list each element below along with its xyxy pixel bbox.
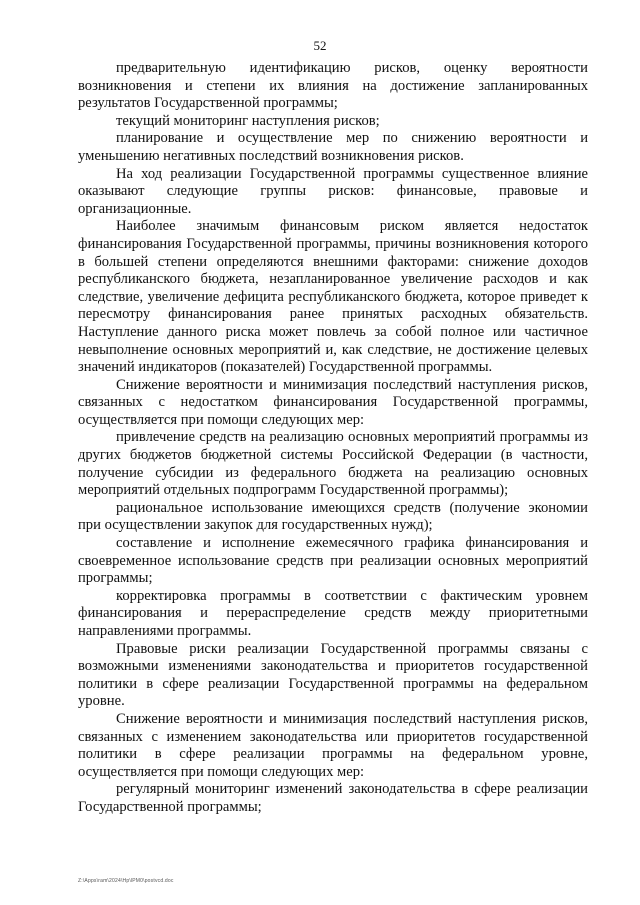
paragraph-9: составление и исполнение ежемесячного графика финансирования и своевременное использование средств при реализации основных мероприятий программы; [78,535,588,587]
paragraph-7: привлечение средств на реализацию основных мероприятий программы из других бюджетов бюджетной системы Российской Федерации (в частности, получение субсидии из федерального бюджета на реализацию основных мероприятий отдельных подпрограмм Государственной программы); [78,429,588,499]
paragraph-11: Правовые риски реализации Государственной программы связаны с возможными изменениями законодательства и приоритетов государственной политики в сфере реализации Государственной программы на федеральном уровне. [78,640,588,710]
page-number: 52 [313,38,327,53]
paragraph-8: рациональное использование имеющихся средств (получение экономии при осуществлении закупок для государственных нужд); [78,499,588,534]
paragraph-3: планирование и осуществление мер по снижению вероятности и уменьшению негативных последствий возникновения рисков. [78,130,588,164]
paragraph-5: Наиболее значимым финансовым риском является недостаток финансирования Государственной программы, причины возникновения которого в большей степени определяются внешними факторами: снижение доходов республиканского бюджета, незапланированное увеличение расходов и как следствие, увеличение дефицита республиканского бюджета, которое приведет к пересмотру финансирования ранее принятых расходных обязательств. Наступление данного риска может повлечь за собой полное или частичное невыполнение основных мероприятий и, как следствие, не достижение целевых значений индикаторов (показателей) Государственной программы. [78,218,588,376]
body-text [78,60,588,817]
footer-file-path: Z:\Apps\ram\2024\Hp\lPM0\postvcd.doc [78,878,174,884]
paragraph-2: текущий мониторинг наступления рисков; [116,112,380,129]
paragraph-13: регулярный мониторинг изменений законодательства в сфере реализации Государственной программы; [78,781,588,815]
paragraph-4: На ход реализации Государственной программы существенное влияние оказывают следующие группы рисков: финансовые, правовые и организационные. [78,165,588,217]
paragraph-12: Снижение вероятности и минимизация последствий наступления рисков, связанных с изменением законодательства или приоритетов государственной политики в сфере реализации программы на федеральном уровне, осуществляется при помощи следующих мер: [78,710,588,780]
paragraph-6: Снижение вероятности и минимизация последствий наступления рисков, связанных с недостатком финансирования Государственной программы, осуществляется при помощи следующих мер: [78,376,588,428]
paragraph-1: предварительную идентификацию рисков, оценку вероятности возникновения и степени их влияния на достижение запланированных результатов Государственной программы; [78,60,588,112]
paragraph-10: корректировка программы в соответствии с фактическим уровнем финансирования и перераспределение средств между приоритетными направлениями программы. [78,587,588,639]
